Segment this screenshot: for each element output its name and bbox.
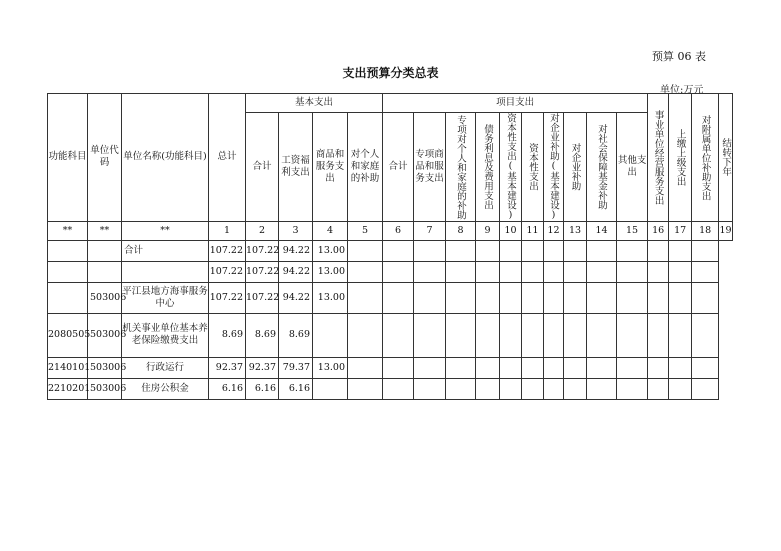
empty-cell (383, 313, 414, 357)
header-upper: 上缴上级支出 (669, 94, 692, 222)
empty-cell (587, 261, 617, 282)
empty-cell (587, 357, 617, 378)
header-project: 项目支出 (383, 94, 648, 113)
index-cell: 4 (313, 221, 348, 240)
table-row (48, 313, 733, 357)
budget-table (47, 93, 733, 400)
empty-cell (692, 378, 719, 399)
header-proj-personal: 专项对个人和家庭的补助 (446, 113, 476, 222)
header-other: 其他支出 (617, 113, 648, 222)
goods-cell (313, 313, 348, 357)
empty-cell (348, 261, 383, 282)
index-cell: ** (122, 221, 209, 240)
empty-cell (564, 240, 587, 261)
wages-cell: 94.22 (279, 261, 313, 282)
basic-sum-cell: 107.22 (246, 240, 279, 261)
empty-cell (383, 282, 414, 313)
empty-cell (522, 378, 544, 399)
wages-cell: 94.22 (279, 282, 313, 313)
empty-cell (446, 378, 476, 399)
header-capital: 资本性支出 (522, 113, 544, 222)
table-row (48, 357, 733, 378)
index-cell: 13 (564, 221, 587, 240)
empty-cell (348, 282, 383, 313)
empty-cell (544, 313, 564, 357)
total-cell: 107.22 (209, 282, 246, 313)
empty-cell (414, 378, 446, 399)
header-unit-code: 单位代码 (88, 94, 122, 222)
empty-cell (669, 240, 692, 261)
empty-cell (587, 313, 617, 357)
unit-name-cell: 平江县地方海事服务中心 (122, 282, 209, 313)
goods-cell: 13.00 (313, 357, 348, 378)
header-proj-sum: 合计 (383, 113, 414, 222)
header-carryover: 结转下年 (719, 94, 733, 222)
empty-cell (522, 313, 544, 357)
empty-cell (476, 357, 500, 378)
empty-cell (648, 313, 669, 357)
func-code-cell (48, 261, 88, 282)
empty-cell (446, 282, 476, 313)
empty-cell (500, 240, 522, 261)
header-capital-base: 资本性支出(基本建设) (500, 113, 522, 222)
header-wages: 工资福利支出 (279, 113, 313, 222)
unit-name-cell (122, 261, 209, 282)
index-cell: 17 (669, 221, 692, 240)
empty-cell (617, 378, 648, 399)
unit-code-cell (88, 240, 122, 261)
goods-cell: 13.00 (313, 261, 348, 282)
unit-name-cell: 行政运行 (122, 357, 209, 378)
header-enterprise-base: 对企业补助(基本建设) (544, 113, 564, 222)
empty-cell (648, 282, 669, 313)
empty-cell (669, 378, 692, 399)
empty-cell (544, 357, 564, 378)
empty-cell (348, 313, 383, 357)
basic-sum-cell: 8.69 (246, 313, 279, 357)
func-code-cell (48, 282, 88, 313)
empty-cell (544, 378, 564, 399)
empty-cell (500, 378, 522, 399)
empty-cell (617, 313, 648, 357)
empty-cell (446, 357, 476, 378)
goods-cell: 13.00 (313, 240, 348, 261)
empty-cell (617, 282, 648, 313)
unit-label: 单位:万元 (660, 85, 704, 96)
empty-cell (669, 357, 692, 378)
index-cell: 9 (476, 221, 500, 240)
header-unit-name: 单位名称(功能科目) (122, 94, 209, 222)
empty-cell (587, 240, 617, 261)
index-cell: 11 (522, 221, 544, 240)
empty-cell (414, 357, 446, 378)
empty-cell (348, 357, 383, 378)
empty-cell (476, 240, 500, 261)
empty-cell (500, 313, 522, 357)
header-enterprise: 对企业补助 (564, 113, 587, 222)
empty-cell (383, 240, 414, 261)
empty-cell (414, 261, 446, 282)
basic-sum-cell: 107.22 (246, 282, 279, 313)
empty-cell (348, 240, 383, 261)
empty-cell (522, 357, 544, 378)
index-cell: 14 (587, 221, 617, 240)
goods-cell: 13.00 (313, 282, 348, 313)
empty-cell (476, 378, 500, 399)
index-cell: 6 (383, 221, 414, 240)
empty-cell (669, 261, 692, 282)
empty-cell (446, 240, 476, 261)
header-basic-sum: 合计 (246, 113, 279, 222)
index-cell: 1 (209, 221, 246, 240)
index-cell: 3 (279, 221, 313, 240)
empty-cell (500, 357, 522, 378)
empty-cell (414, 313, 446, 357)
empty-cell (587, 378, 617, 399)
empty-cell (414, 240, 446, 261)
header-social: 对社会保障基金补助 (587, 113, 617, 222)
wages-cell: 6.16 (279, 378, 313, 399)
empty-cell (476, 313, 500, 357)
func-code-cell: 2080505 (48, 313, 88, 357)
func-code-cell (48, 240, 88, 261)
empty-cell (564, 282, 587, 313)
empty-cell (587, 282, 617, 313)
empty-cell (648, 357, 669, 378)
index-cell: 8 (446, 221, 476, 240)
header-goods: 商品和服务支出 (313, 113, 348, 222)
total-cell: 107.22 (209, 240, 246, 261)
unit-code-cell: 503006 (88, 282, 122, 313)
empty-cell (692, 240, 719, 261)
empty-cell (414, 282, 446, 313)
total-cell: 8.69 (209, 313, 246, 357)
index-cell: 16 (648, 221, 669, 240)
func-code-cell: 2210201 (48, 378, 88, 399)
empty-cell (544, 282, 564, 313)
empty-cell (476, 261, 500, 282)
empty-cell (544, 261, 564, 282)
empty-cell (383, 357, 414, 378)
wages-cell: 79.37 (279, 357, 313, 378)
empty-cell (446, 261, 476, 282)
index-cell: 2 (246, 221, 279, 240)
empty-cell (383, 378, 414, 399)
empty-cell (564, 313, 587, 357)
wages-cell: 94.22 (279, 240, 313, 261)
unit-code-cell (88, 261, 122, 282)
empty-cell (564, 378, 587, 399)
header-basic: 基本支出 (246, 94, 383, 113)
empty-cell (692, 313, 719, 357)
empty-cell (522, 282, 544, 313)
table-row (48, 240, 733, 261)
total-cell: 6.16 (209, 378, 246, 399)
func-code-cell: 2140101 (48, 357, 88, 378)
empty-cell (648, 378, 669, 399)
unit-name-cell: 合计 (122, 240, 209, 261)
document-title: 支出预算分类总表 (342, 66, 439, 80)
unit-name-cell: 住房公积金 (122, 378, 209, 399)
index-row (48, 221, 733, 240)
table-id-label: 预算 06 表 (652, 50, 706, 63)
empty-cell (500, 282, 522, 313)
index-cell: ** (88, 221, 122, 240)
empty-cell (648, 240, 669, 261)
wages-cell: 8.69 (279, 313, 313, 357)
empty-cell (669, 282, 692, 313)
empty-cell (544, 240, 564, 261)
index-cell: 7 (414, 221, 446, 240)
table-row (48, 261, 733, 282)
index-cell: 12 (544, 221, 564, 240)
header-func-code: 功能科目 (48, 94, 88, 222)
empty-cell (617, 261, 648, 282)
empty-cell (476, 282, 500, 313)
total-cell: 107.22 (209, 261, 246, 282)
empty-cell (692, 357, 719, 378)
total-cell: 92.37 (209, 357, 246, 378)
empty-cell (692, 282, 719, 313)
empty-cell (669, 313, 692, 357)
unit-code-cell: 503006 (88, 357, 122, 378)
header-operation: 事业单位经营服务支出 (648, 94, 669, 222)
empty-cell (446, 313, 476, 357)
index-cell: 5 (348, 221, 383, 240)
unit-code-cell: 503006 (88, 313, 122, 357)
empty-cell (617, 240, 648, 261)
header-personal: 对个人和家庭的补助 (348, 113, 383, 222)
unit-name-cell: 机关事业单位基本养老保险缴费支出 (122, 313, 209, 357)
empty-cell (648, 261, 669, 282)
empty-cell (348, 378, 383, 399)
basic-sum-cell: 6.16 (246, 378, 279, 399)
table-row (48, 378, 733, 399)
index-cell: 18 (692, 221, 719, 240)
index-cell: 15 (617, 221, 648, 240)
empty-cell (500, 261, 522, 282)
empty-cell (692, 261, 719, 282)
empty-cell (564, 261, 587, 282)
header-total: 总计 (209, 94, 246, 222)
header-proj-goods: 专项商品和服务支出 (414, 113, 446, 222)
table-row (48, 282, 733, 313)
index-cell: ** (48, 221, 88, 240)
empty-cell (617, 357, 648, 378)
basic-sum-cell: 92.37 (246, 357, 279, 378)
empty-cell (383, 261, 414, 282)
unit-code-cell: 503006 (88, 378, 122, 399)
empty-cell (522, 240, 544, 261)
empty-cell (522, 261, 544, 282)
empty-cell (564, 357, 587, 378)
index-cell: 10 (500, 221, 522, 240)
header-affiliated: 对附属单位补助支出 (692, 94, 719, 222)
basic-sum-cell: 107.22 (246, 261, 279, 282)
goods-cell (313, 378, 348, 399)
index-cell: 19 (719, 221, 733, 240)
header-debt: 债务利息及费用支出 (476, 113, 500, 222)
